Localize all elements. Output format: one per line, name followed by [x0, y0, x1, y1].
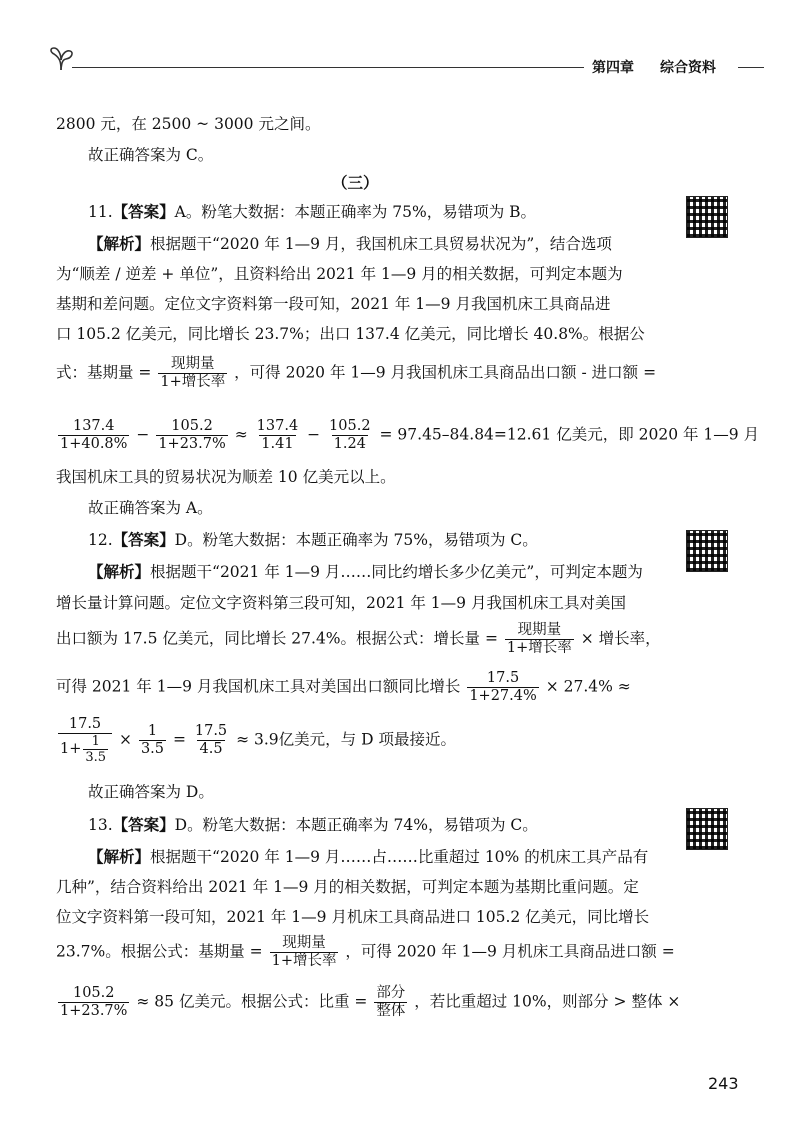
analysis-text: 根据题干“2021 年 1—9 月……同比约增长多少亿美元”，可判定本题为 — [150, 563, 643, 581]
numerator: 137.4 — [256, 418, 299, 434]
denominator: 1+27.4% — [469, 688, 537, 704]
fraction — [327, 418, 373, 453]
question-number: 12. — [88, 531, 113, 549]
numerator: 105.2 — [329, 418, 371, 434]
header-section: 综合资料 — [660, 60, 716, 76]
denominator: 3.5 — [140, 741, 164, 757]
denominator: 1+增长率 — [271, 953, 337, 969]
fraction — [139, 723, 166, 758]
analysis-line-q12 — [88, 561, 643, 583]
formula-line — [56, 356, 656, 391]
operator: ≈ — [234, 425, 248, 444]
fraction — [505, 622, 574, 657]
answer-text: D。粉笔大数据：本题正确率为 75%，易错项为 C。 — [174, 531, 538, 549]
analysis-line-q11 — [88, 233, 612, 255]
text-line: 我国机床工具的贸易状况为顺差 10 亿美元以上。 — [56, 468, 396, 486]
qr-code-icon — [686, 530, 728, 572]
formula-text: ，若比重超过 10%，则部分 > 整体 × — [414, 992, 681, 1011]
numerator: 现期量 — [517, 622, 562, 638]
denominator: 1+23.7% — [158, 436, 226, 452]
operator: × — [119, 730, 132, 749]
formula-line — [56, 670, 631, 705]
text-line: 故正确答案为 D。 — [88, 783, 214, 801]
fraction — [156, 418, 227, 453]
fraction — [270, 935, 339, 970]
denominator: 1+增长率 — [506, 640, 572, 656]
formula-text: ≈ 85 亿美元。根据公式：比重 = — [136, 992, 368, 1011]
fraction — [58, 418, 129, 453]
analysis-text: 根据题干“2020 年 1—9 月，我国机床工具贸易状况为”，结合选项 — [150, 235, 612, 253]
text-line: 口 105.2 亿美元，同比增长 23.7%；出口 137.4 亿美元，同比增长 40.8%。根据公 — [56, 325, 645, 343]
denominator: 整体 — [376, 1003, 406, 1019]
numerator: 105.2 — [171, 418, 213, 434]
numerator: 17.5 — [194, 723, 228, 739]
question-number: 11. — [88, 203, 113, 221]
formula-line — [56, 985, 680, 1020]
denominator — [58, 733, 112, 765]
analysis-tag: 【解析】 — [88, 562, 151, 581]
analysis-tag: 【解析】 — [88, 234, 151, 253]
fraction — [58, 985, 129, 1020]
numerator: 1 — [147, 723, 158, 739]
leaf-logo-icon — [48, 46, 76, 72]
text-line: 故正确答案为 A。 — [88, 499, 213, 517]
fraction — [374, 985, 407, 1020]
text-line: 增长量计算问题。定位文字资料第三段可知，2021 年 1—9 月我国机床工具对美国 — [56, 594, 626, 612]
numerator: 17.5 — [68, 716, 102, 732]
nested-fraction — [83, 734, 108, 765]
formula-text: ≈ 3.9亿美元，与 D 项最接近。 — [236, 730, 456, 749]
answer-tag: 【答案】 — [112, 815, 175, 834]
text-line: 基期和差问题。定位文字资料第一段可知，2021 年 1—9 月我国机床工具商品进 — [56, 295, 611, 313]
formula-text: = 97.45–84.84=12.61 亿美元，即 2020 年 1—9 月 — [379, 425, 760, 444]
formula-text: × 增长率， — [580, 629, 661, 648]
formula-text: ，可得 2020 年 1—9 月机床工具商品进口额 = — [345, 942, 675, 961]
fraction — [58, 716, 112, 765]
denominator: 3.5 — [85, 750, 107, 765]
fraction — [158, 356, 227, 391]
numerator: 1 — [91, 734, 100, 749]
answer-text: D。粉笔大数据：本题正确率为 74%，易错项为 C。 — [174, 816, 538, 834]
numerator: 现期量 — [282, 935, 326, 951]
numerator: 现期量 — [171, 356, 215, 372]
page-number: 243 — [708, 1074, 739, 1093]
text-line: 故正确答案为 C。 — [88, 146, 214, 164]
formula-text: ，可得 2020 年 1—9 月我国机床工具商品出口额 - 进口额 = — [234, 363, 657, 382]
numerator: 105.2 — [72, 985, 115, 1001]
formula-line — [56, 418, 759, 453]
operator: = — [172, 730, 186, 749]
numerator: 部分 — [376, 985, 406, 1001]
qr-code-icon — [686, 196, 728, 238]
answer-tag: 【答案】 — [112, 530, 175, 549]
operator: − — [136, 425, 150, 444]
denominator: 4.5 — [199, 741, 223, 757]
numerator: 17.5 — [486, 670, 520, 686]
fraction — [255, 418, 301, 453]
formula-text: 出口额为 17.5 亿美元，同比增长 27.4%。根据公式：增长量 = — [56, 629, 498, 648]
fraction — [193, 723, 229, 758]
formula-line — [56, 622, 661, 657]
formula-line — [56, 935, 675, 970]
denominator-text: 1+ — [60, 741, 82, 757]
answer-line-q12 — [88, 529, 538, 551]
section-heading: （三） — [332, 173, 379, 192]
formula-text: 23.7%。根据公式：基期量 = — [56, 942, 263, 961]
text-line: 位文字资料第一段可知，2021 年 1—9 月机床工具商品进口 105.2 亿美元，同比增长 — [56, 908, 650, 926]
answer-text: A。粉笔大数据：本题正确率为 75%，易错项为 B。 — [174, 203, 537, 221]
question-number: 13. — [88, 816, 113, 834]
analysis-tag: 【解析】 — [88, 847, 151, 866]
formula-text: 式：基期量 = — [56, 363, 152, 382]
text-line: 几种”，结合资料给出 2021 年 1—9 月的相关数据，可判定本题为基期比重问题。定 — [56, 878, 639, 896]
formula-text: × 27.4% ≈ — [545, 677, 631, 696]
header-chapter: 第四章 — [592, 60, 634, 76]
text-line: 2800 元，在 2500 ~ 3000 元之间。 — [56, 115, 321, 133]
header-rule-right — [738, 67, 764, 68]
answer-line-q11 — [88, 201, 536, 223]
answer-tag: 【答案】 — [112, 202, 175, 221]
operator: − — [307, 425, 321, 444]
header-rule — [72, 67, 584, 68]
analysis-text: 根据题干“2020 年 1—9 月……占……比重超过 10% 的机床工具产品有 — [150, 848, 649, 866]
formula-line — [56, 716, 456, 765]
fraction — [467, 670, 538, 705]
qr-code-icon — [686, 808, 728, 850]
text-line: 为“顺差 / 逆差 + 单位”，且资料给出 2021 年 1—9 月的相关数据，可判定本题为 — [56, 265, 623, 283]
answer-line-q13 — [88, 814, 538, 836]
formula-text: 可得 2021 年 1—9 月我国机床工具对美国出口额同比增长 — [56, 677, 461, 696]
numerator: 137.4 — [72, 418, 115, 434]
denominator: 1.24 — [333, 436, 366, 452]
denominator: 1.41 — [261, 436, 294, 452]
analysis-line-q13 — [88, 846, 648, 868]
denominator: 1+增长率 — [160, 374, 226, 390]
denominator: 1+23.7% — [60, 1003, 128, 1019]
denominator: 1+40.8% — [60, 436, 128, 452]
